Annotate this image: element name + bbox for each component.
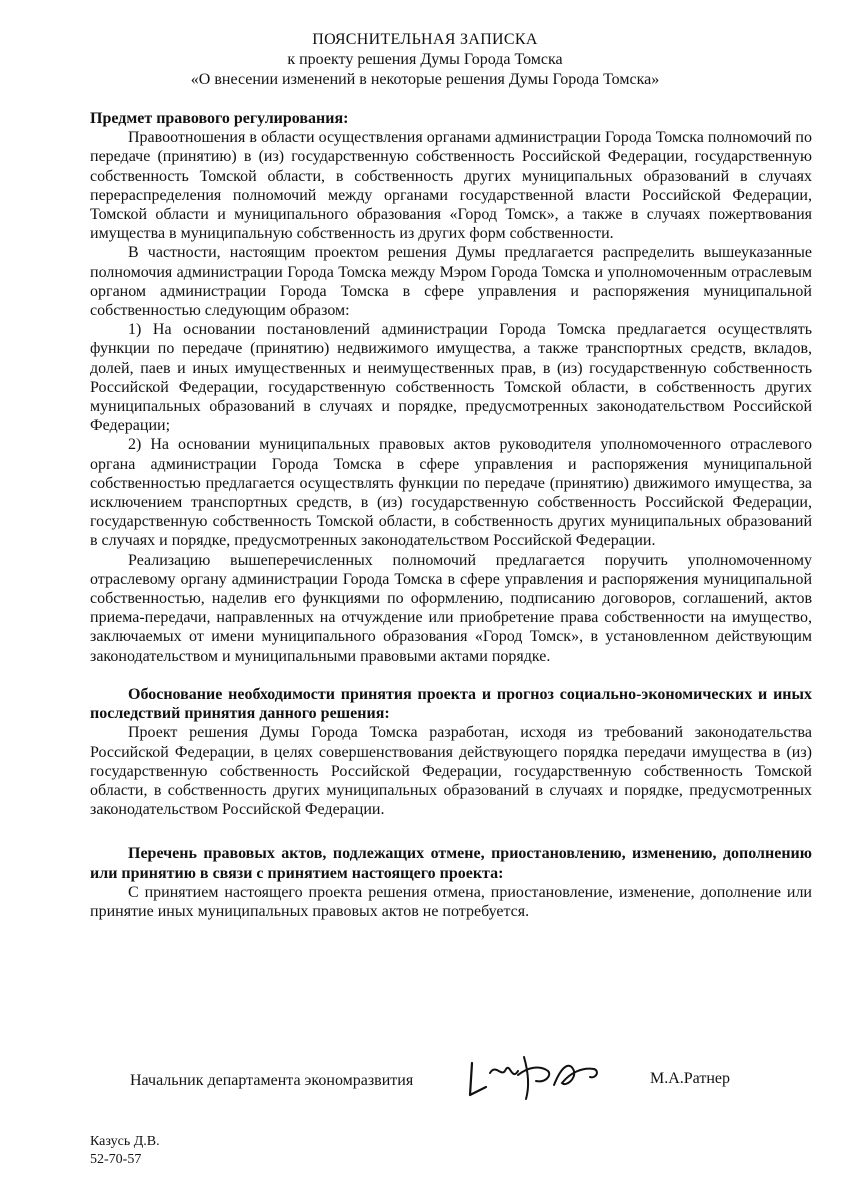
document-subtitle-1: к проекту решения Думы Города Томска <box>287 51 563 68</box>
signer-name: М.А.Ратнер <box>650 1070 731 1087</box>
document-title: ПОЯСНИТЕЛЬНАЯ ЗАПИСКА <box>312 31 538 48</box>
section-justification-paragraph: Проект решения Думы Города Томска разработан, исходя из требований законодательства Российской Федерации, в целях совершенствования действующего порядка передачи имущества в (из) государственную собственность Российской Федерации, государственную собственность Томской области, в собственность других муниципальных образований в случаях и порядке, предусмотренных законодательством Российской Федерации. <box>90 724 812 819</box>
document-body <box>90 109 812 921</box>
section-acts-heading: Перечень правовых актов, подлежащих отмене, приостановлению, изменению, дополнению или принятию в связи с принятием настоящего проекта: <box>90 845 812 882</box>
spacer <box>90 819 812 844</box>
author-phone: 52-70-57 <box>90 1152 142 1167</box>
section-subject-paragraph-2: В частности, настоящим проектом решения Думы предлагается распределить вышеуказанные полномочия администрации Города Томска между Мэром Города Томска и уполномоченным отраслевым органом администрации Города Томска в сфере управления и распоряжения муниципальной собственностью следующим образом: <box>90 244 812 320</box>
section-subject-paragraph-5: Реализацию вышеперечисленных полномочий предлагается поручить уполномоченному отраслевому органу администрации Города Томска в сфере управления и распоряжения муниципальной собственностью, наделив его функциями по оформлению, подписанию договоров, соглашений, актов приема-передачи, направленных на отчуждение или приобретение права собственности на имущество, заключаемых от имени муниципального образования «Город Томск», в установленном действующим законодательством и муниципальными правовыми актами порядке. <box>90 551 812 665</box>
signature-block <box>0 1053 850 1113</box>
signer-position: Начальник департамента экономразвития <box>130 1072 414 1089</box>
section-acts-paragraph: С принятием настоящего проекта решения отмена, приостановление, изменение, дополнение или принятие иных муниципальных правовых актов не потребуется. <box>90 883 812 920</box>
document-header <box>0 30 850 90</box>
document-subtitle-2: «О внесении изменений в некоторые решения Думы Города Томска» <box>190 71 660 88</box>
spacer <box>90 666 812 685</box>
section-subject-heading: Предмет правового регулирования: <box>90 110 349 127</box>
author-name: Казусь Д.В. <box>90 1134 160 1149</box>
author-block <box>90 1133 160 1169</box>
section-subject-item-1: 1) На основании постановлений администрации Города Томска предлагается осуществлять функции по передаче (принятию) недвижимого имущества, а также транспортных средств, вкладов, долей, паев и иных имущественных и неимущественных прав, в (из) государственную собственность Российской Федерации, государственную собственность Томской области, в собственность других муниципальных образований в случаях и порядке, предусмотренных законодательством Российской Федерации; <box>90 321 812 435</box>
section-justification-heading: Обоснование необходимости принятия проекта и прогноз социально-экономических и иных последствий принятия данного решения: <box>90 685 812 723</box>
section-subject-paragraph-1: Правоотношения в области осуществления органами администрации Города Томска полномочий по передаче (принятию) в (из) государственную собственность Российской Федерации, государственную собственность Томской области, в собственность других муниципальных образований в случаях перераспределения полномочий между органами государственной власти Российской Федерации, Томской области и муниципального образования «Город Томск», а также в случаях пожертвования имущества в муниципальную собственность из других форм собственности. <box>90 129 812 243</box>
handwritten-signature-icon <box>466 1053 616 1103</box>
section-subject-item-2: 2) На основании муниципальных правовых актов руководителя уполномоченного отраслевого органа администрации Города Томска в сфере управления и распоряжения муниципальной собственностью предлагается осуществлять функции по передаче (принятию) движимого имущества, за исключением транспортных средств, в (из) государственную собственность Российской Федерации, государственную собственность Томской области, в собственность других муниципальных образований в случаях и порядке, предусмотренных законодательством Российской Федерации. <box>90 436 812 550</box>
